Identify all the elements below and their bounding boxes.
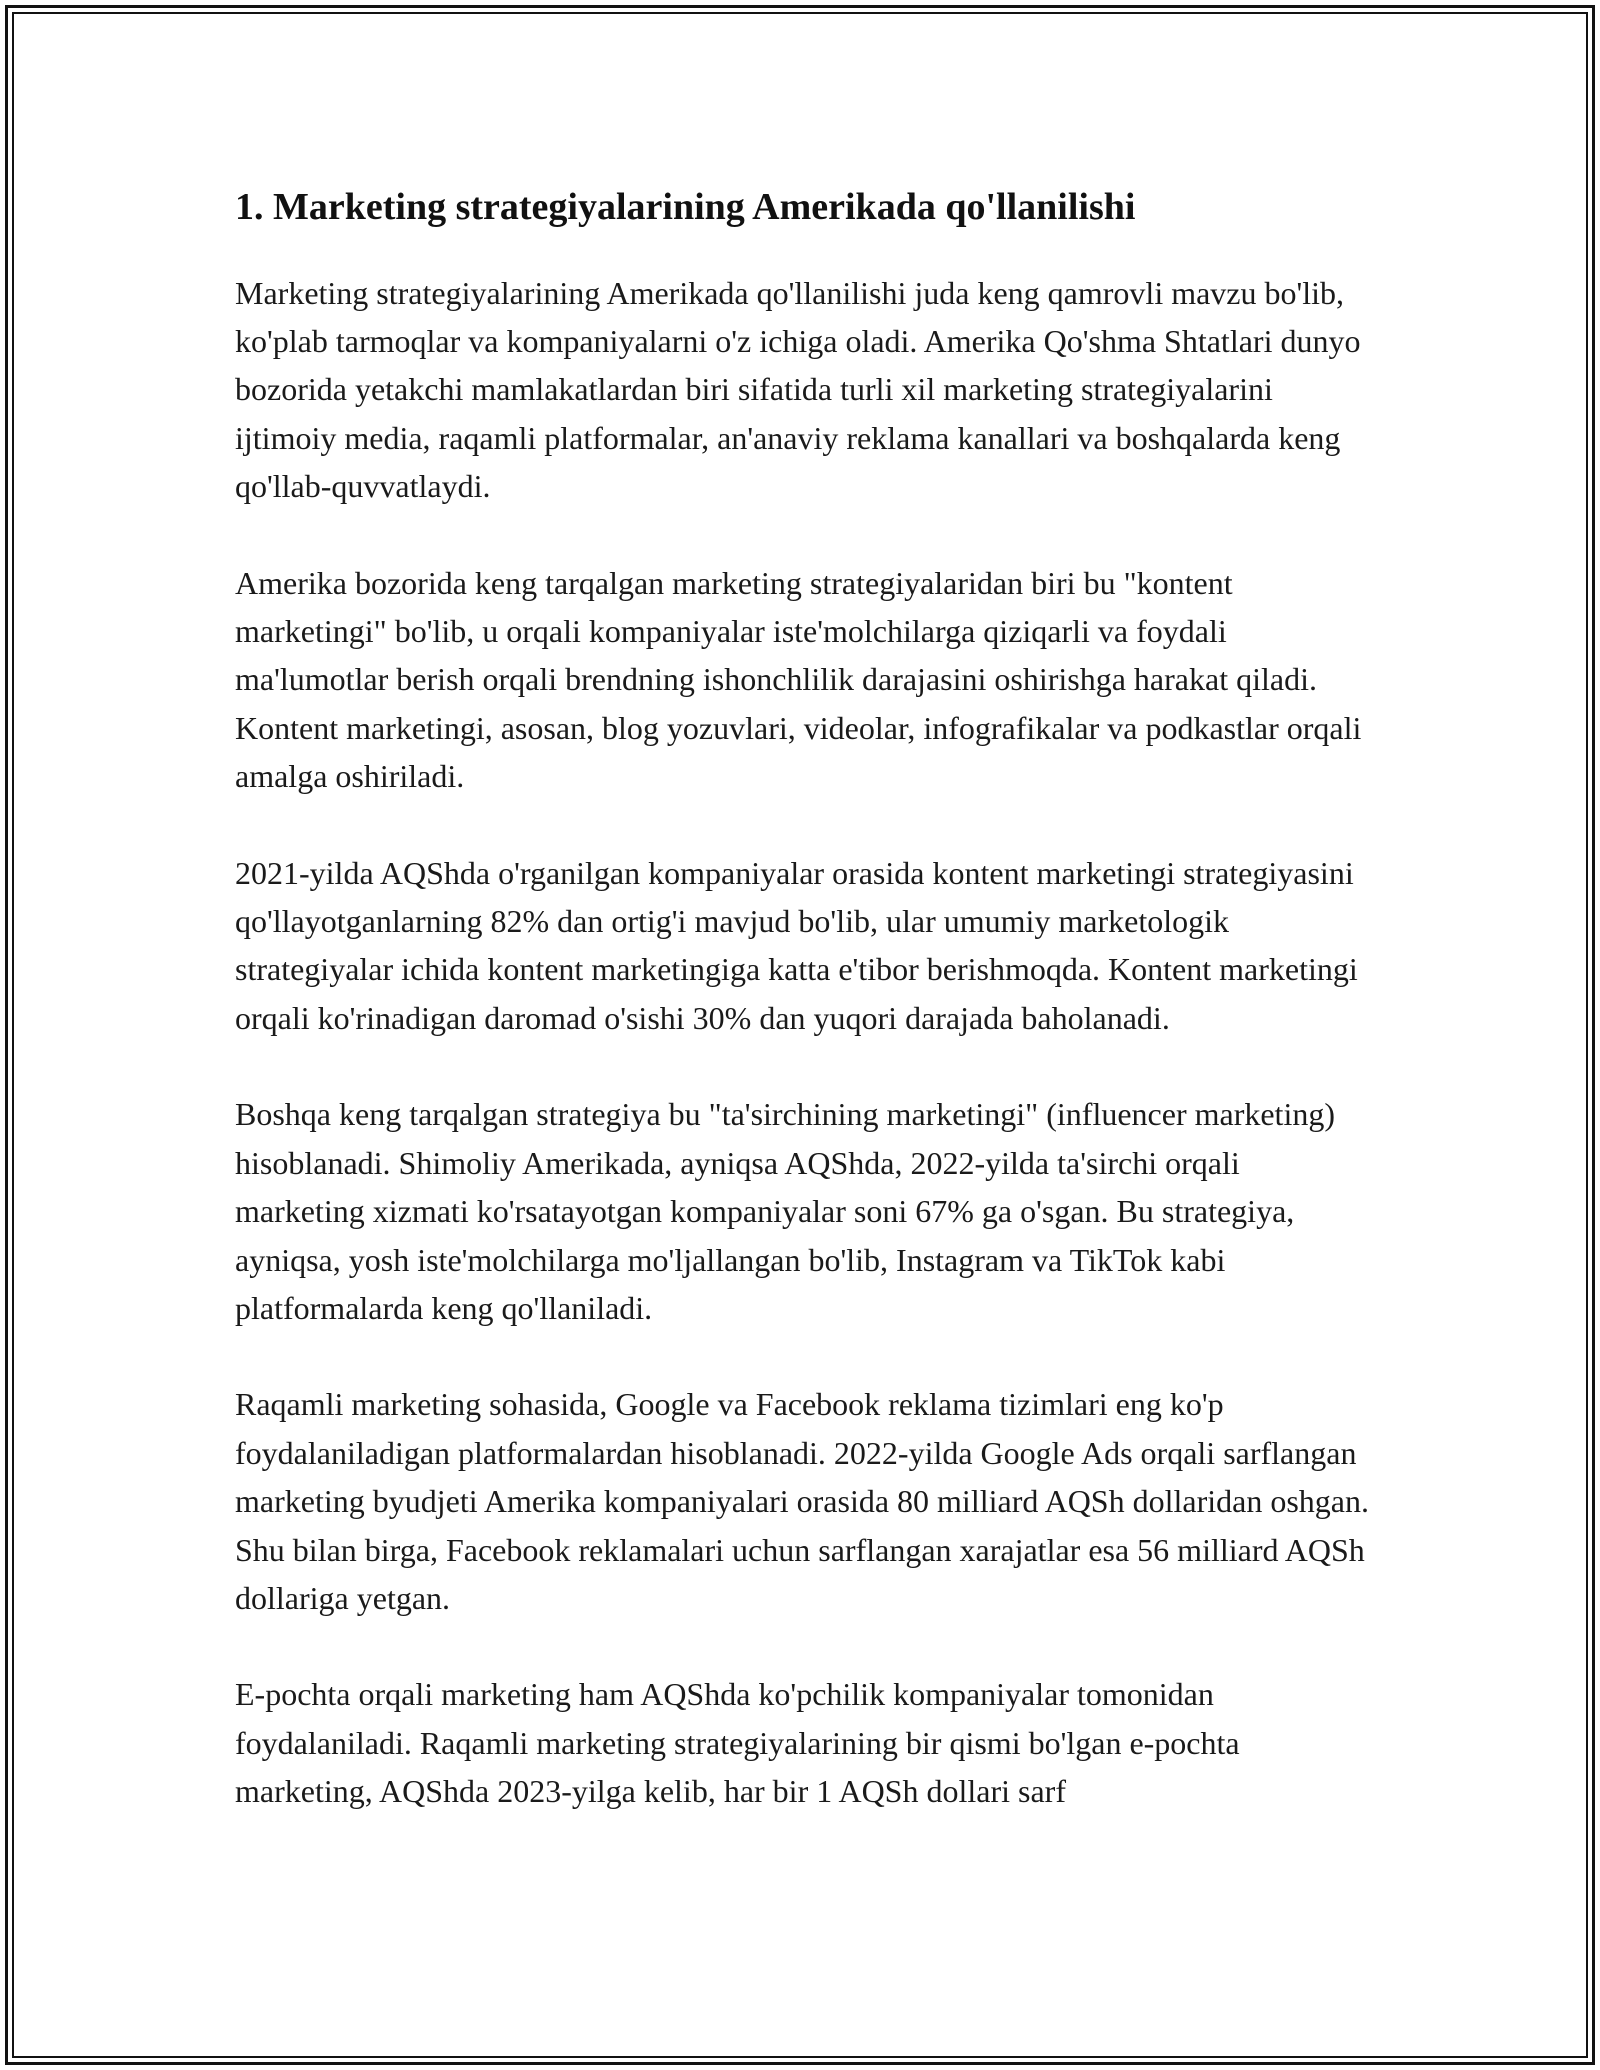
paragraph-intro: Marketing strategiyalarining Amerikada qo'llanilishi juda keng qamrovli mavzu bo'lib, ko'plab tarmoqlar va kompaniyalarni o'z ichiga oladi. Amerika Qo'shma Shtatlari dunyo bozorida yetakchi mamlakatlardan biri sifatida turli xil marketing strategiyalarini ijtimoiy media, raqamli platformalar, an'anaviy reklama kanallari va boshqalarda keng qo'llab-quvvatlaydi. [235, 274, 1361, 505]
section-heading: 1. Marketing strategiyalarining Amerikada qo'llanilishi [235, 186, 1136, 228]
paragraph-content-marketing: Amerika bozorida keng tarqalgan marketing strategiyalaridan biri bu "kontent marketingi" bo'lib, u orqali kompaniyalar iste'molchilarga qiziqarli va foydali ma'lumotlar berish orqali brendning ishonchlilik darajasini oshirishga harakat qiladi. Kontent marketingi, asosan, blog yozuvlari, videolar, infografikalar va podkastlar orqali amalga oshiriladi. [235, 564, 1362, 795]
document-body [235, 185, 1375, 1864]
paragraph-digital-marketing: Raqamli marketing sohasida, Google va Facebook reklama tizimlari eng ko'p foydalaniladigan platformalardan hisoblanadi. 2022-yilda Google Ads orqali sarflangan marketing byudjeti Amerika kompaniyalari orasida 80 milliard AQSh dollaridan oshgan. Shu bilan birga, Facebook reklamalari uchun sarflangan xarajatlar esa 56 milliard AQSh dollariga yetgan. [235, 1386, 1369, 1616]
paragraph-content-statistics: 2021-yilda AQShda o'rganilgan kompaniyalar orasida kontent marketingi strategiyasini qo'llayotganlarning 82% dan ortig'i mavjud bo'lib, ular umumiy marketologik strategiyalar ichida kontent marketingiga katta e'tibor berishmoqda. Kontent marketingi orqali ko'rinadigan daromad o'sishi 30% dan yuqori darajada baholanadi. [235, 854, 1358, 1036]
paragraph-email-marketing: E-pochta orqali marketing ham AQShda ko'pchilik kompaniyalar tomonidan foydalaniladi. Raqamli marketing strategiyalarining bir qismi bo'lgan e-pochta marketing, AQShda 2023-yilga kelib, har bir 1 AQSh dollari sarf [235, 1676, 1240, 1810]
paragraph-influencer-marketing: Boshqa keng tarqalgan strategiya bu "ta'sirchining marketingi" (influencer marketing) hisoblanadi. Shimoliy Amerikada, ayniqsa AQShda, 2022-yilda ta'sirchi orqali marketing xizmati ko'rsatayotgan kompaniyalar soni 67% ga o'sgan. Bu strategiya, ayniqsa, yosh iste'molchilarga mo'ljallangan bo'lib, Instagram va TikTok kabi platformalarda keng qo'llaniladi. [235, 1096, 1335, 1326]
